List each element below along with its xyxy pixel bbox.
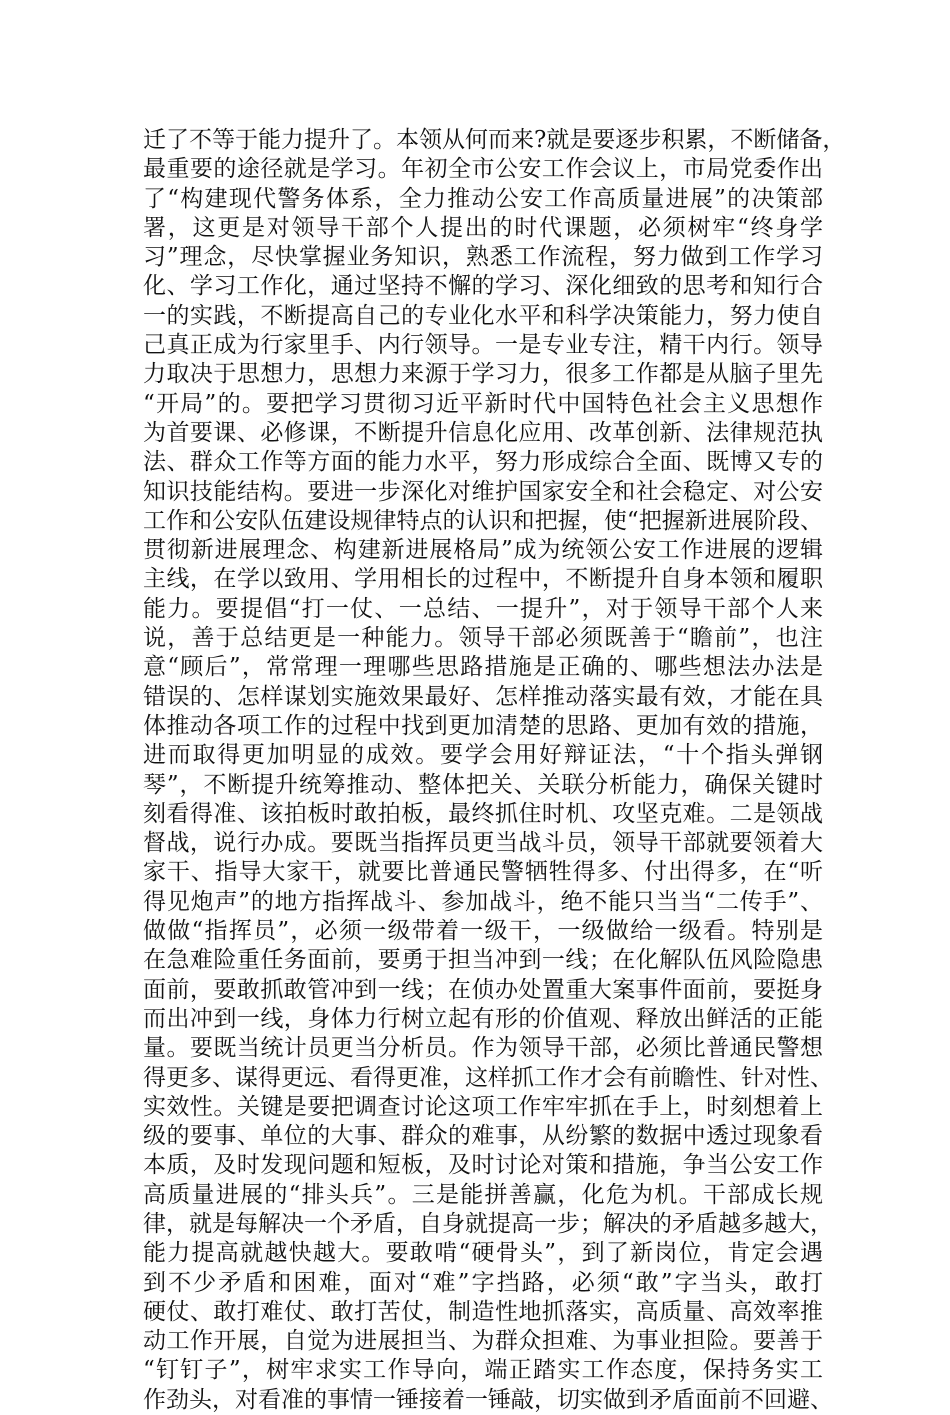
text-line: 贯彻新进展理念、构建新进展格局”成为统领公安工作进展的逻辑 [143,537,823,564]
text-line: 迁了不等于能力提升了。本领从何而来?就是要逐步积累，不断储备， [143,127,846,153]
text-line: 最重要的途径就是学习。年初全市公安工作会议上，市局党委作出 [143,156,823,183]
text-line: 说，善于总结更是一种能力。领导干部必须既善于“瞻前”，也注 [143,625,823,652]
text-line: 得见炮声”的地方指挥战斗、参加战斗，绝不能只当当“二传手”、 [143,888,823,915]
text-line: 硬仗、敢打难仗、敢打苦仗，制造性地抓落实，高质量、高效率推 [143,1298,823,1325]
text-line: 署，这更是对领导干部个人提出的时代课题，必须树牢“终身学 [143,214,823,241]
text-line: 高质量进展的“排头兵”。三是能拼善赢，化危为机。干部成长规 [143,1181,823,1208]
text-line: 级的要事、单位的大事、群众的难事，从纷繁的数据中透过现象看 [143,1123,823,1150]
text-line: 一的实践，不断提高自己的专业化水平和科学决策能力，努力使自 [143,302,823,329]
text-line: 为首要课、必修课，不断提升信息化应用、改革创新、法律规范执 [143,419,823,446]
text-line: 进而取得更加明显的成效。要学会用好辩证法，“十个指头弹钢 [143,742,823,769]
text-line: 主线，在学以致用、学用相长的过程中，不断提升自身本领和履职 [143,566,823,593]
text-line: 错误的、怎样谋划实施效果最好、怎样推动落实最有效，才能在具 [143,683,823,710]
text-line: 动工作开展，自觉为进展担当、为群众担难、为事业担险。要善于 [143,1328,823,1355]
text-line: 做做“指挥员”，必须一级带着一级干，一级做给一级看。特别是 [143,918,823,945]
text-line: 本质，及时发现问题和短板，及时讨论对策和措施，争当公安工作 [143,1152,823,1179]
text-line: 在急难险重任务面前，要勇于担当冲到一线；在化解队伍风险隐患 [143,947,823,974]
text-line: 意“顾后”，常常理一理哪些思路措施是正确的、哪些想法办法是 [143,654,823,681]
text-line: 督战，说行办成。要既当指挥员更当战斗员，领导干部就要领着大 [143,830,823,857]
text-line: 力取决于思想力，思想力来源于学习力，很多工作都是从脑子里先 [143,361,823,388]
text-line: 而出冲到一线，身体力行树立起有形的价值观、释放出鲜活的正能 [143,1005,823,1032]
text-line: 己真正成为行家里手、内行领导。一是专业专注，精干内行。领导 [143,332,823,359]
text-line: “开局”的。要把学习贯彻习近平新时代中国特色社会主义思想作 [143,390,823,417]
text-line: 知识技能结构。要进一步深化对维护国家安全和社会稳定、对公安 [143,478,823,505]
text-line: 体推动各项工作的过程中找到更加清楚的思路、更加有效的措施， [143,712,823,739]
text-line: “钉钉子”，树牢求实工作导向，端正踏实工作态度，保持务实工 [143,1357,823,1384]
text-line: 习”理念，尽快掌握业务知识，熟悉工作流程，努力做到工作学习 [143,244,823,271]
text-line: 实效性。关键是要把调查讨论这项工作牢牢抓在手上，时刻想着上 [143,1093,823,1120]
text-line: 工作和公安队伍建设规律特点的认识和把握，使“把握新进展阶段、 [143,507,823,534]
text-line: 家干、指导大家干，就要比普通民警牺牲得多、付出得多，在“听 [143,859,823,886]
text-line: 得更多、谋得更远、看得更准，这样抓工作才会有前瞻性、针对性、 [143,1064,833,1091]
text-line: 琴”，不断提升统筹推动、整体把关、关联分析能力，确保关键时 [143,771,823,798]
text-line: 刻看得准、该拍板时敢拍板，最终抓住时机、攻坚克难。二是领战 [143,800,823,827]
text-line: 法、群众工作等方面的能力水平，努力形成综合全面、既博又专的 [143,449,823,476]
text-line: 面前，要敢抓敢管冲到一线；在侦办处置重大案事件面前，要挺身 [143,976,823,1003]
text-line: 能力。要提倡“打一仗、一总结、一提升”，对于领导干部个人来 [143,595,823,622]
text-line: 律，就是每解决一个矛盾，自身就提高一步；解决的矛盾越多越大， [143,1210,833,1237]
text-line: 到不少矛盾和困难，面对“难”字挡路，必须“敢”字当头，敢打 [143,1269,823,1296]
body-text [143,126,846,1415]
text-line: 能力提高就越快越大。要敢啃“硬骨头”，到了新岗位，肯定会遇 [143,1240,823,1267]
text-line: 作劲头，对看准的事情一锤接着一锤敲，切实做到矛盾面前不回避、 [143,1386,833,1413]
text-line: 量。要既当统计员更当分析员。作为领导干部，必须比普通民警想 [143,1035,823,1062]
text-line: 化、学习工作化，通过坚持不懈的学习、深化细致的思考和知行合 [143,273,823,300]
text-line: 了“构建现代警务体系，全力推动公安工作高质量进展”的决策部 [143,185,823,212]
